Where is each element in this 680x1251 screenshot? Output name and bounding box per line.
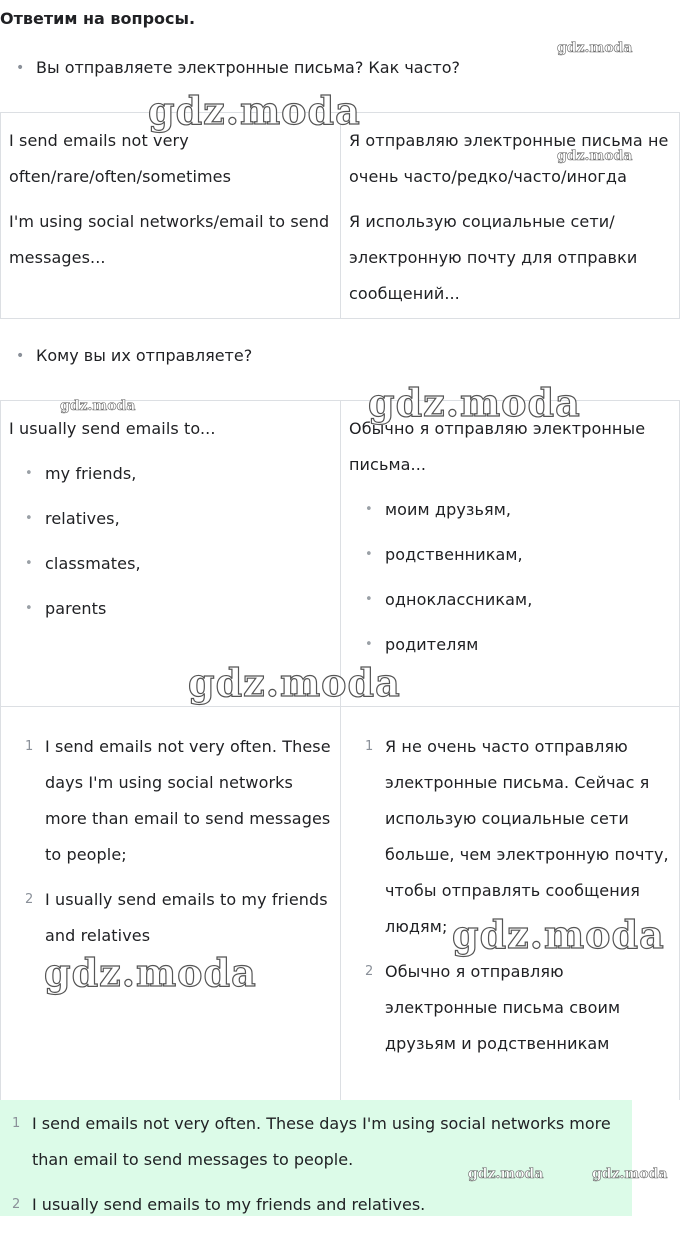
question-2-text: Кому вы их отправляете? [36,346,253,365]
table-2-row-2-right-cell [340,707,680,1100]
watermark-logo: gdz.moda [368,380,581,425]
bullet-icon: • [365,637,373,652]
bullet-icon: • [365,592,373,607]
list-item: • одноклассникам, [365,582,671,618]
bullet-icon: • [365,502,373,517]
table-1-right-line-2: Я использую социальные сети/ электронную почту для отправки сообщений... [349,212,638,303]
list-item: • родственникам, [365,537,671,573]
bullet-icon: • [25,511,33,526]
table-2-right-intro: Обычно я отправляю электронные письма... [349,419,646,474]
table-2-row-1-left-cell [0,401,340,706]
answer-box [0,1100,632,1216]
table-row [0,113,680,318]
watermark-logo: gdz.moda [592,1166,668,1182]
left-numbered-list [9,729,332,954]
section-heading: Ответим на вопросы. [0,9,196,28]
bullet-icon: • [365,547,373,562]
watermark-logo: gdz.moda [148,88,361,133]
answer-list [12,1106,624,1223]
table-2-row-1-right-cell [340,401,680,706]
list-item: 1 I send emails not very often. These days I'm using social networks more than email to send messages to people; [25,737,331,864]
table-1-left-line-1: I send emails not very often/rare/often/sometimes [9,131,232,186]
right-list [349,492,671,663]
table-1 [0,112,680,319]
bullet-icon: • [25,601,33,616]
watermark-logo: gdz.moda [452,912,665,957]
watermark-logo: gdz.moda [557,40,633,56]
bullet-icon: • [16,60,25,76]
table-1-left-line-2: I'm using social networks/email to send messages... [9,212,330,267]
bullet-icon: • [16,348,25,364]
watermark-logo: gdz.moda [557,148,633,164]
list-item: • my friends, [25,456,332,492]
list-item: • classmates, [25,546,332,582]
table-2-left-intro: I usually send emails to... [9,419,216,438]
question-1 [16,57,460,79]
table-1-left-cell [0,113,340,318]
table-1-right-cell [340,113,680,318]
right-numbered-list [349,729,671,1062]
table-2-row-2-left-cell [0,707,340,1100]
bullet-icon: • [25,466,33,481]
list-item: 2 I usually send emails to my friends and relatives. [12,1195,426,1214]
question-1-text: Вы отправляете электронные письма? Как часто? [36,58,460,77]
list-item: 1 I send emails not very often. These days I'm using social networks more than email to send messages to people. [12,1114,611,1169]
list-item: 2 Обычно я отправляю электронные письма своим друзьям и родственникам [365,962,621,1053]
table-2 [0,400,680,1100]
list-item: • родителям [365,627,671,663]
list-item: 2 I usually send emails to my friends and relatives [25,890,328,945]
table-1-right-line-1: Я отправляю электронные письма не очень часто/редко/часто/иногда [349,131,669,186]
list-item: • relatives, [25,501,332,537]
watermark-logo: gdz.moda [44,950,257,995]
left-list [9,456,332,627]
bullet-icon: • [25,556,33,571]
table-row [0,401,680,706]
watermark-logo: gdz.moda [60,398,136,414]
watermark-logo: gdz.moda [188,660,401,705]
table-row [0,706,680,1100]
list-item: • parents [25,591,332,627]
question-2 [16,345,252,367]
list-item: • моим друзьям, [365,492,671,528]
list-item: 1 Я не очень часто отправляю электронные письма. Сейчас я использую социальные сети больше, чем электронную почту, чтобы отправлять сообщения людям; [365,737,669,936]
watermark-logo: gdz.moda [468,1166,544,1182]
